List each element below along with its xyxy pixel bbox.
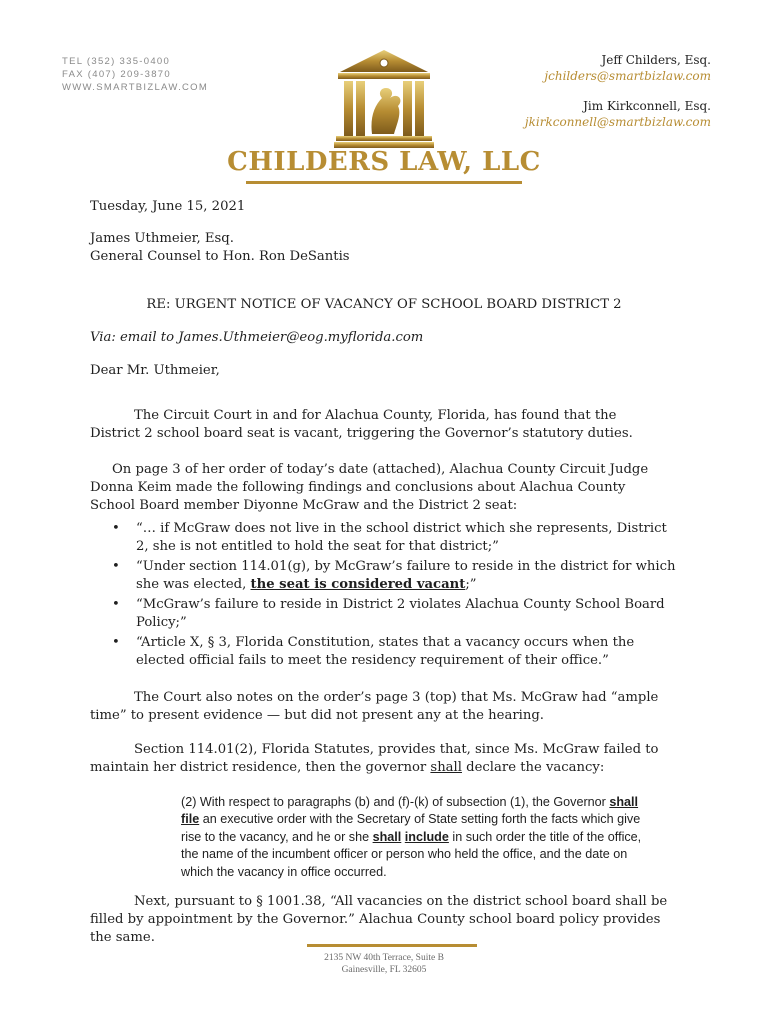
- footer-address: [0, 952, 768, 976]
- letter-date: Tuesday, June 15, 2021: [90, 199, 246, 214]
- phone-number: TEL (352) 335-0400: [62, 56, 171, 67]
- emphasized-text: shall: [430, 760, 462, 776]
- attorney-name: Jeff Childers, Esq.: [601, 53, 711, 67]
- via-line: Via: email to James.Uthmeier@eog.myflorida.com: [90, 330, 424, 345]
- finding-text: “… if McGraw does not live in the school district which she represents, District 2, she is not entitled to hold the seat for that district;”: [136, 521, 667, 554]
- contact-block: [62, 55, 208, 94]
- footer-street: 2135 NW 40th Terrace, Suite B: [324, 953, 444, 963]
- fax-number: FAX (407) 209-3870: [62, 69, 171, 80]
- attorney-email[interactable]: jkirkconnell@smartbizlaw.com: [524, 115, 711, 129]
- recipient-address: [90, 230, 350, 266]
- quote-text: an executive order with the Secretary of State setting forth the facts which give rise to the vacancy, and he or she: [181, 812, 641, 844]
- list-item: [112, 520, 682, 556]
- paragraph-text: declare the vacancy:: [461, 760, 605, 776]
- finding-text: “Under section 114.01(g), by McGraw’s failure to reside in the district for which she was elected,: [136, 559, 676, 592]
- paragraph: The Court also notes on the order’s page 3 (top) that Ms. McGraw had “ample time” to present evidence — but did not present any at the hearing.: [90, 690, 659, 724]
- attorney-name: Jim Kirkconnell, Esq.: [583, 99, 711, 113]
- salutation: Dear Mr. Uthmeier,: [90, 363, 220, 378]
- emphasized-text: include: [404, 829, 449, 844]
- recipient-title: General Counsel to Hon. Ron DeSantis: [90, 249, 350, 264]
- emphasized-text: shall: [372, 829, 402, 844]
- paragraph: Next, pursuant to § 1001.38, “All vacancies on the district school board shall be filled by appointment by the Governor.” Alachua County school board policy provides the same.: [90, 894, 668, 946]
- website-link[interactable]: WWW.SMARTBIZLAW.COM: [62, 82, 209, 93]
- finding-text: ;”: [465, 577, 477, 592]
- recipient-name: James Uthmeier, Esq.: [90, 231, 234, 246]
- quote-text: in such order the title of the office, the name of the incumbent officer or person who held the office, and the date on which the vacancy in office occurred.: [181, 829, 642, 879]
- firm-name-underline: [246, 181, 522, 184]
- firm-logo-icon: [334, 48, 434, 150]
- statute-quote: [181, 794, 651, 882]
- firm-name: CHILDERS LAW, LLC: [227, 147, 541, 177]
- list-item: [112, 634, 682, 670]
- list-item: [112, 558, 682, 594]
- paragraph: [90, 741, 670, 777]
- footer-divider: [307, 944, 477, 947]
- attorney-email[interactable]: jchilders@smartbizlaw.com: [544, 69, 711, 83]
- finding-text: “McGraw’s failure to reside in District 2 violates Alachua County School Board Policy;”: [136, 597, 665, 630]
- footer-city: Gainesville, FL 32605: [341, 965, 427, 975]
- paragraph: The Circuit Court in and for Alachua County, Florida, has found that the District 2 school board seat is vacant, triggering the Governor’s statutory duties.: [90, 408, 633, 442]
- paragraph: On page 3 of her order of today’s date (attached), Alachua County Circuit Judge Donna Keim made the following findings and conclusions about Alachua County School Board member Diyonne McGraw and the District 2 seat:: [90, 462, 649, 514]
- emphasized-text: the seat is considered vacant: [250, 577, 466, 592]
- re-line: RE: URGENT NOTICE OF VACANCY OF SCHOOL BOARD DISTRICT 2: [146, 297, 622, 312]
- paragraph-text: Section 114.01(2), Florida Statutes, provides that, since Ms. McGraw failed to maintain her district residence, then the governor: [90, 742, 659, 776]
- finding-text: “Article X, § 3, Florida Constitution, states that a vacancy occurs when the elected official fails to meet the residency requirement of their office.”: [136, 635, 635, 668]
- list-item: [112, 596, 682, 632]
- findings-list: [112, 520, 682, 672]
- quote-text: (2) With respect to paragraphs (b) and (f)-(k) of subsection (1), the Governor: [181, 794, 610, 809]
- emphasized-text: shall: [609, 794, 639, 809]
- emphasized-text: file: [181, 812, 200, 827]
- attorney-block: [525, 52, 711, 130]
